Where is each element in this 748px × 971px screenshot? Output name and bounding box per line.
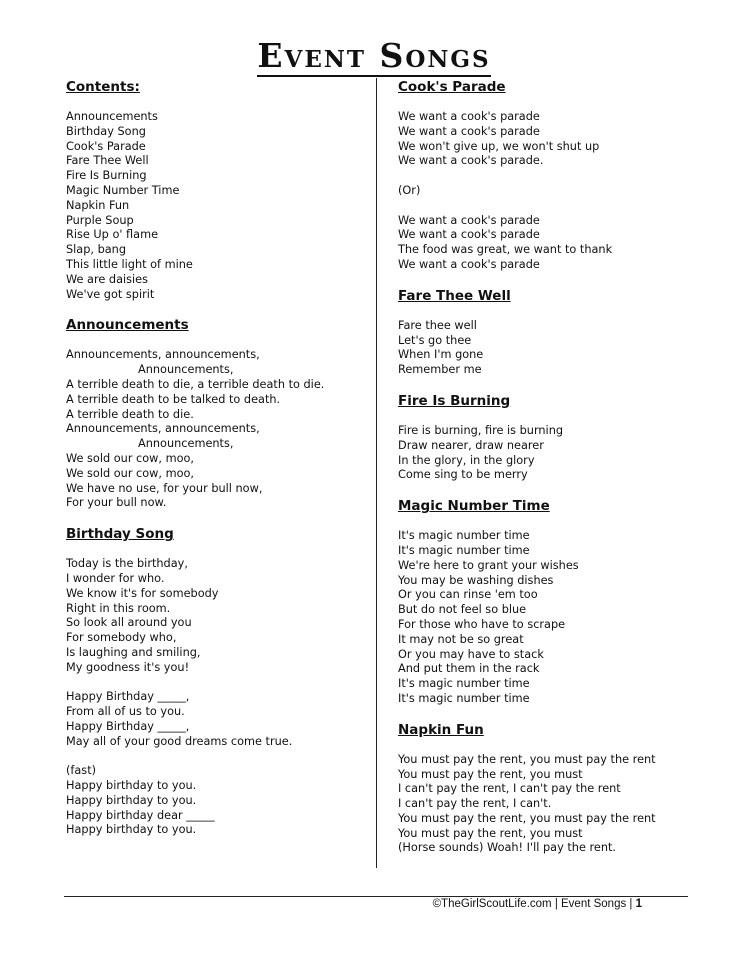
lyric-line: You must pay the rent, you must xyxy=(398,767,583,781)
lyric-line: In the glory, in the glory xyxy=(398,453,535,467)
cooks-parade-heading: Cook's Parade xyxy=(398,79,506,95)
lyric-line: Fare thee well xyxy=(398,318,477,332)
lyric-line: We've got spirit xyxy=(66,287,155,301)
lyric-line: (Or) xyxy=(398,183,421,197)
lyric-line: We're here to grant your wishes xyxy=(398,558,579,572)
lyric-line: We want a cook's parade xyxy=(398,213,540,227)
right-column xyxy=(398,78,718,856)
announcements-heading: Announcements xyxy=(66,317,189,334)
fare-thee-well-lyrics xyxy=(398,319,718,378)
page-title: Event Songs xyxy=(257,36,491,75)
lyric-line: You must pay the rent, you must pay the rent xyxy=(398,811,656,825)
lyric-line: I can't pay the rent, I can't. xyxy=(398,797,552,811)
lyric-line: Announcements, xyxy=(138,363,234,377)
cooks-parade-lyrics xyxy=(398,110,718,273)
lyric-line: (fast) xyxy=(66,764,97,778)
lyric-line: Announcements, xyxy=(138,437,234,451)
lyric-line: Slap, bang xyxy=(66,243,127,257)
lyric-line: My goodness it's you! xyxy=(66,660,190,674)
napkin-fun-lyrics xyxy=(398,753,718,857)
lyric-line: We are daisies xyxy=(66,272,149,286)
lyric-line: Announcements xyxy=(66,110,158,123)
lyric-line: For those who have to scrape xyxy=(398,617,566,631)
lyric-line: Fire Is Burning xyxy=(66,169,147,183)
lyric-line: Happy birthday to you. xyxy=(66,823,197,837)
lyric-line: I wonder for who. xyxy=(66,571,165,585)
lyric-line: We won't give up, we won't shut up xyxy=(398,139,600,153)
lyric-line: Right in this room. xyxy=(66,601,171,615)
column-divider xyxy=(376,78,377,868)
lyric-line: It may not be so great xyxy=(398,632,524,646)
napkin-fun-heading: Napkin Fun xyxy=(398,721,484,738)
lyric-line: Magic Number Time xyxy=(66,183,180,197)
lyric-line: Happy Birthday _____, xyxy=(66,719,190,733)
lyric-line: Happy birthday to you. xyxy=(66,793,197,807)
lyric-line: But do not feel so blue xyxy=(398,603,527,617)
lyric-line: Is laughing and smiling, xyxy=(66,645,201,659)
lyric-line: We want a cook's parade xyxy=(398,228,540,242)
blank-line xyxy=(66,676,366,691)
contents-list xyxy=(66,110,366,302)
lyric-line: We sold our cow, moo, xyxy=(66,451,195,465)
lyric-line: It's magic number time xyxy=(398,677,530,691)
footer xyxy=(433,898,642,910)
lyric-line: Remember me xyxy=(398,363,482,377)
lyric-line: Or you may have to stack xyxy=(398,647,544,661)
lyric-line: For somebody who, xyxy=(66,631,177,645)
lyric-line: Happy birthday to you. xyxy=(66,779,197,793)
lyric-line: Purple Soup xyxy=(66,213,134,227)
lyric-line: We want a cook's parade. xyxy=(398,154,544,168)
lyric-line: And put them in the rack xyxy=(398,662,540,676)
magic-number-time-lyrics xyxy=(398,529,718,707)
lyric-line: This little light of mine xyxy=(66,257,193,271)
left-column xyxy=(66,78,366,838)
lyric-line: We have no use, for your bull now, xyxy=(66,481,263,495)
lyric-line: We want a cook's parade xyxy=(398,257,540,271)
contents-heading: Contents: xyxy=(66,79,140,95)
lyric-line: (Horse sounds) Woah! I'll pay the rent. xyxy=(398,841,617,855)
lyric-line: For your bull now. xyxy=(66,496,167,510)
lyric-line: You may be washing dishes xyxy=(398,573,554,587)
lyric-line: Napkin Fun xyxy=(66,198,130,212)
lyric-line: A terrible death to die. xyxy=(66,407,194,421)
lyric-line: You must pay the rent, you must pay the rent xyxy=(398,752,656,766)
lyric-line: We want a cook's parade xyxy=(398,110,540,123)
lyric-line: I can't pay the rent, I can't pay the rent xyxy=(398,782,621,796)
lyric-line: Happy birthday dear _____ xyxy=(66,808,215,822)
lyric-line: Draw nearer, draw nearer xyxy=(398,438,544,452)
lyric-line: Fare Thee Well xyxy=(66,154,149,168)
lyric-line: Cook's Parade xyxy=(66,139,146,153)
lyric-line: From all of us to you. xyxy=(66,705,185,719)
birthday-song-lyrics xyxy=(66,557,366,838)
fire-is-burning-lyrics xyxy=(398,424,718,483)
footer-rule xyxy=(64,896,688,897)
lyric-line: Fire is burning, fire is burning xyxy=(398,423,564,437)
lyric-line: Announcements, announcements, xyxy=(66,348,260,362)
fire-is-burning-heading: Fire Is Burning xyxy=(398,392,511,409)
lyric-line: When I'm gone xyxy=(398,348,484,362)
page-number: 1 xyxy=(635,898,642,910)
lyric-line: A terrible death to be talked to death. xyxy=(66,392,281,406)
lyric-line: Rise Up o' flame xyxy=(66,228,159,242)
lyric-line: May all of your good dreams come true. xyxy=(66,734,293,748)
announcements-lyrics xyxy=(66,348,366,511)
lyric-line: We want a cook's parade xyxy=(398,124,540,138)
magic-number-time-heading: Magic Number Time xyxy=(398,498,550,515)
blank-line xyxy=(66,749,366,764)
footer-text: ©TheGirlScoutLife.com | Event Songs | xyxy=(432,898,636,910)
lyric-line: Come sing to be merry xyxy=(398,468,528,482)
lyric-line: Today is the birthday, xyxy=(66,557,188,571)
lyric-line: Announcements, announcements, xyxy=(66,422,260,436)
lyric-line: It's magic number time xyxy=(398,691,530,705)
lyric-line: Let's go thee xyxy=(398,333,472,347)
lyric-line: The food was great, we want to thank xyxy=(398,243,613,257)
lyric-line: It's magic number time xyxy=(398,529,530,543)
lyric-line: Happy Birthday _____, xyxy=(66,690,190,704)
lyric-line: A terrible death to die, a terrible death to die. xyxy=(66,377,325,391)
lyric-line: We know it's for somebody xyxy=(66,586,219,600)
blank-line xyxy=(398,169,718,184)
blank-line xyxy=(398,199,718,214)
fare-thee-well-heading: Fare Thee Well xyxy=(398,287,511,304)
lyric-line: Or you can rinse 'em too xyxy=(398,588,538,602)
lyric-line: We sold our cow, moo, xyxy=(66,466,195,480)
lyric-line: You must pay the rent, you must xyxy=(398,826,583,840)
birthday-song-heading: Birthday Song xyxy=(66,526,174,543)
lyric-line: So look all around you xyxy=(66,616,192,630)
lyric-line: Birthday Song xyxy=(66,124,146,138)
lyric-line: It's magic number time xyxy=(398,543,530,557)
